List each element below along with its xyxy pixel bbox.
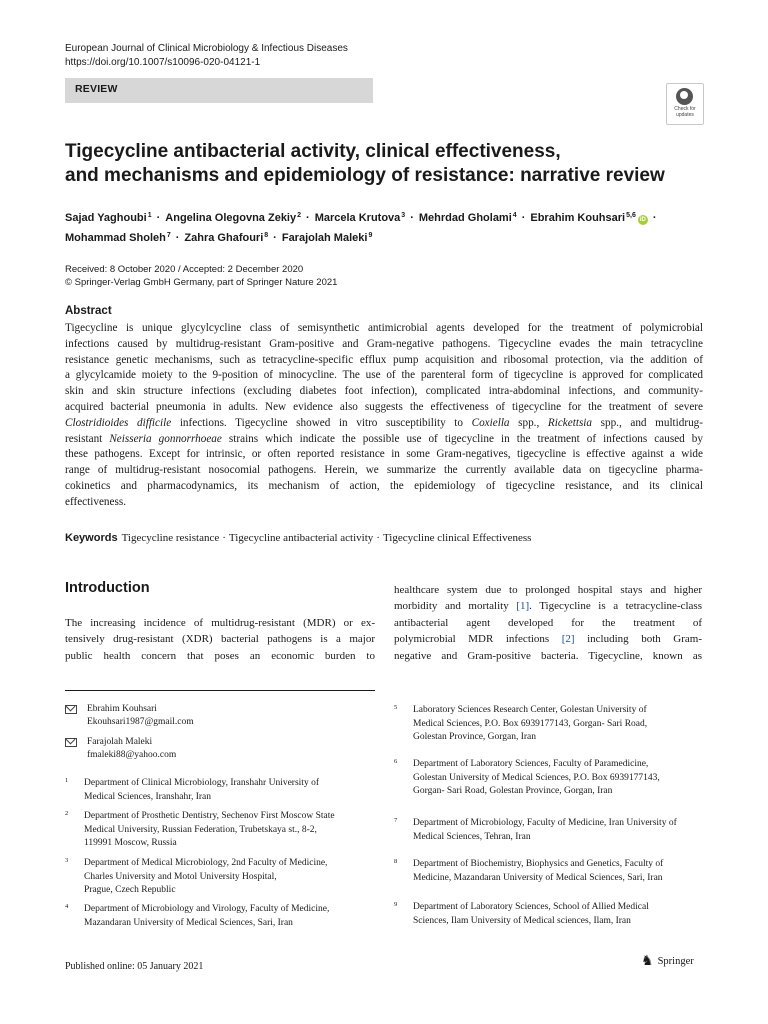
body-text: morbidity and mortality bbox=[394, 600, 517, 613]
envelope-icon bbox=[65, 738, 77, 747]
affiliation-number: 5 bbox=[394, 704, 398, 711]
citation-link[interactable]: [2] bbox=[561, 633, 575, 646]
abstract-line: a glycylcamide moiety to the 9-position of minocycline. The use of the parenteral form of tigecycline is approved for complicated bbox=[65, 369, 703, 382]
keyword: Tigecycline clinical Effectiveness bbox=[382, 532, 532, 544]
author-name[interactable]: Mehrdad Gholami$^4$ bbox=[418, 212, 517, 224]
affiliation-line: Department of Clinical Microbiology, Iranshahr University of bbox=[84, 778, 319, 788]
author-separator: · bbox=[652, 212, 657, 224]
affiliation-number: 3 bbox=[65, 857, 69, 864]
affiliation-line: Medicine, Mazandaran University of Medical Sciences, Sari, Iran bbox=[413, 872, 663, 883]
body-text: . Tigecycline is a tetracycline-class bbox=[529, 600, 702, 613]
affiliation-number: 6 bbox=[394, 758, 398, 765]
check-updates-icon bbox=[676, 88, 693, 105]
article-dates bbox=[65, 263, 337, 289]
body-text-line: tensively drug-resistant (XDR) bacterial pathogens is a major bbox=[65, 633, 375, 646]
body-text: polymicrobial MDR infections bbox=[394, 633, 562, 646]
author-separator: · bbox=[410, 212, 414, 224]
correspondence-email[interactable]: fmaleki88@yahoo.com bbox=[87, 750, 177, 760]
body-text-line: antibacterial agent developed for the treatment of bbox=[394, 616, 702, 629]
published-online-date: Published online: 05 January 2021 bbox=[65, 961, 204, 972]
article-title bbox=[65, 140, 685, 188]
body-text-line: negative and Gram-positive bacteria. Tigecycline, known as bbox=[394, 649, 702, 662]
received-accepted-dates: Received: 8 October 2020 / Accepted: 2 December 2020 bbox=[65, 264, 304, 275]
keyword-separator: · bbox=[222, 532, 226, 544]
title-line: Tigecycline antibacterial activity, clinical effectiveness, bbox=[65, 141, 561, 162]
publisher-logo bbox=[641, 953, 694, 970]
envelope-icon bbox=[65, 705, 77, 714]
affiliation-line: Laboratory Sciences Research Center, Golestan University of bbox=[413, 705, 647, 715]
affiliation-number: 4 bbox=[65, 903, 69, 910]
author-name[interactable]: Mohammad Sholeh$^7$ bbox=[65, 232, 171, 244]
affiliation-line: Charles University and Motol University Hospital, bbox=[84, 871, 277, 882]
orcid-icon[interactable]: iD bbox=[639, 217, 646, 223]
affiliation-line: Department of Prosthetic Dentistry, Sechenov First Moscow State bbox=[84, 811, 335, 821]
author-line bbox=[65, 207, 705, 227]
affiliation-line: 119991 Moscow, Russia bbox=[84, 838, 177, 849]
author-affiliation-number: 7 bbox=[166, 232, 171, 239]
abstract-line: Tigecycline is unique glycylcycline class of semisynthetic antimicrobial agents developed for the treatment of polymicrobial bbox=[65, 322, 703, 334]
introduction-right-column bbox=[394, 582, 702, 664]
abstract-line: Clostridioides difficile infections. Tigecycline showed in vitro susceptibility to Coxiella spp., Rickettsia spp., and multidrug- bbox=[65, 416, 703, 429]
author-name[interactable]: Sajad Yaghoubi$^1$ bbox=[65, 212, 152, 224]
abstract-line: resistant Neisseria gonnorrhoeae strains which indicate the possible use of tigecycline in the treatment of infections caused by bbox=[65, 432, 703, 445]
body-text-line: public health concern that poses an economic burden to bbox=[65, 649, 375, 662]
affiliation-number: 8 bbox=[394, 858, 398, 865]
check-updates-text: Check for updates bbox=[674, 106, 696, 118]
author-affiliation-number: 1 bbox=[147, 212, 152, 219]
affiliation-line: Department of Biochemistry, Biophysics and Genetics, Faculty of bbox=[413, 859, 664, 869]
citation-link[interactable]: [1] bbox=[516, 600, 530, 613]
affiliation-line: Department of Laboratory Sciences, School of Allied Medical bbox=[413, 902, 649, 912]
author-list bbox=[65, 207, 705, 247]
author-separator: · bbox=[156, 212, 161, 224]
keyword: Tigecycline resistance bbox=[121, 532, 220, 544]
abstract-line: these pathogens. Except for intrinsic, or often reported resistance in some Gram-negatives, tigecycline is effective against a wide bbox=[65, 448, 703, 461]
abstract-line: resistance genetic mechanisms, such as tetracycline-specific efflux pump acquisition and ribosomal protection, via the addition of bbox=[65, 353, 703, 366]
affiliation-line: Department of Laboratory Sciences, Faculty of Paramedicine, bbox=[413, 759, 649, 769]
author-separator: · bbox=[273, 232, 277, 244]
author-separator: · bbox=[521, 212, 526, 224]
affiliation-line: Department of Medical Microbiology, 2nd Faculty of Medicine, bbox=[84, 858, 328, 868]
abstract-body bbox=[65, 321, 703, 511]
abstract-line: cokinetics and pharmacodynamics, its mechanism of action, the epidemiology of tigecycline resistance, and its clinical bbox=[65, 479, 703, 492]
author-line bbox=[65, 227, 705, 247]
affiliation-line: Department of Microbiology and Virology, Faculty of Medicine, bbox=[84, 904, 330, 914]
abstract-line: effectiveness. bbox=[65, 495, 126, 508]
keywords-label: Keywords bbox=[65, 532, 118, 544]
correspondence-email[interactable]: Ekouhsari1987@gmail.com bbox=[87, 717, 194, 727]
affiliation-number: 1 bbox=[65, 777, 69, 784]
author-name[interactable]: Angelina Olegovna Zekiy$^2$ bbox=[165, 212, 302, 224]
author-name[interactable]: Zahra Ghafouri$^8$ bbox=[184, 232, 269, 244]
check-for-updates-badge[interactable] bbox=[666, 83, 704, 125]
keyword: Tigecycline antibacterial activity bbox=[228, 532, 374, 544]
introduction-left-column bbox=[65, 615, 375, 664]
author-affiliation-number: 5,6 bbox=[626, 212, 636, 219]
body-text: including both Gram- bbox=[574, 633, 702, 646]
author-affiliation-number: 4 bbox=[512, 212, 517, 219]
body-text-line bbox=[394, 598, 702, 614]
title-line: and mechanisms and epidemiology of resistance: narrative review bbox=[65, 165, 665, 186]
doi-link[interactable]: https://doi.org/10.1007/s10096-020-04121-1 bbox=[65, 56, 261, 68]
author-name[interactable]: Ebrahim Kouhsari$^{5,6}$ bbox=[530, 212, 636, 224]
footnote-divider bbox=[65, 690, 375, 691]
journal-header bbox=[65, 42, 348, 69]
correspondence-name: Ebrahim Kouhsari bbox=[87, 704, 157, 714]
abstract-line: range of multidrug-resistant nosocomial pathogens. Herein, we summarize the currently available data on tigecycline pharma- bbox=[65, 464, 703, 477]
author-affiliation-number: 8 bbox=[264, 232, 269, 239]
affiliation-line: Medical University, Russian Federation, Trubetskaya st., 8-2, bbox=[84, 824, 317, 835]
author-name[interactable]: Marcela Krutova$^3$ bbox=[314, 212, 406, 224]
author-name[interactable]: Farajolah Maleki$^9$ bbox=[281, 232, 373, 244]
affiliation-line: Department of Microbiology, Faculty of Medicine, Iran University of bbox=[413, 818, 677, 828]
body-text-line: The increasing incidence of multidrug-resistant (MDR) or ex- bbox=[65, 617, 375, 629]
article-type-bar bbox=[65, 78, 373, 103]
affiliation-line: Gorgan- Sari Road, Golestan Province, Gorgan, Iran bbox=[413, 786, 613, 797]
author-affiliation-number: 2 bbox=[297, 212, 302, 219]
abstract-line: acquired bacterial pneumonia in adults. New evidence also suggests the effectiveness of tigecycline for the treatment of severe bbox=[65, 400, 703, 413]
journal-name: European Journal of Clinical Microbiology & Infectious Diseases bbox=[65, 43, 348, 54]
body-text-line bbox=[394, 631, 702, 647]
affiliation-line: Prague, Czech Republic bbox=[84, 885, 176, 896]
publisher-name: Springer bbox=[657, 956, 694, 967]
author-separator: · bbox=[306, 212, 310, 224]
abstract-line: skin and skin structure infections (excluding diabetes foot infection), complicated intra-abdominal infections, and community- bbox=[65, 385, 703, 398]
article-type-label: REVIEW bbox=[75, 83, 118, 95]
correspondence-name: Farajolah Maleki bbox=[87, 737, 153, 747]
introduction-heading: Introduction bbox=[65, 580, 150, 596]
affiliation-number: 2 bbox=[65, 810, 69, 817]
affiliation-line: Golestan Province, Gorgan, Iran bbox=[413, 732, 537, 743]
affiliation-line: Medical Sciences, Iranshahr, Iran bbox=[84, 791, 212, 802]
abstract-line: infections caused by multidrug-resistant Gram-positive and Gram-negative pathogens. Tigecycline evades the main tetracycline bbox=[65, 337, 703, 350]
author-separator: · bbox=[175, 232, 180, 244]
affiliation-line: Medical Sciences, P.O. Box 6939177143, Gorgan- Sari Road, bbox=[413, 718, 648, 729]
affiliation-line: Mazandaran University of Medical Sciences, Sari, Iran bbox=[84, 917, 293, 928]
affiliation-line: Medical Sciences, Tehran, Iran bbox=[413, 831, 531, 842]
springer-horse-icon: ♞ bbox=[641, 954, 654, 969]
affiliation-number: 9 bbox=[394, 901, 398, 908]
abstract-heading: Abstract bbox=[65, 305, 112, 317]
affiliation-number: 7 bbox=[394, 817, 398, 824]
author-affiliation-number: 9 bbox=[368, 232, 373, 239]
keyword-separator: · bbox=[376, 532, 380, 544]
body-text-line: healthcare system due to prolonged hospital stays and higher bbox=[394, 584, 702, 596]
affiliation-line: Sciences, Ilam University of Medical sciences, Ilam, Iran bbox=[413, 915, 631, 926]
affiliation-line: Golestan University of Medical Sciences, P.O. Box 6939177143, bbox=[413, 772, 660, 783]
author-affiliation-number: 3 bbox=[401, 212, 406, 219]
keywords bbox=[65, 532, 531, 544]
copyright-notice: © Springer-Verlag GmbH Germany, part of Springer Nature 2021 bbox=[65, 277, 338, 288]
